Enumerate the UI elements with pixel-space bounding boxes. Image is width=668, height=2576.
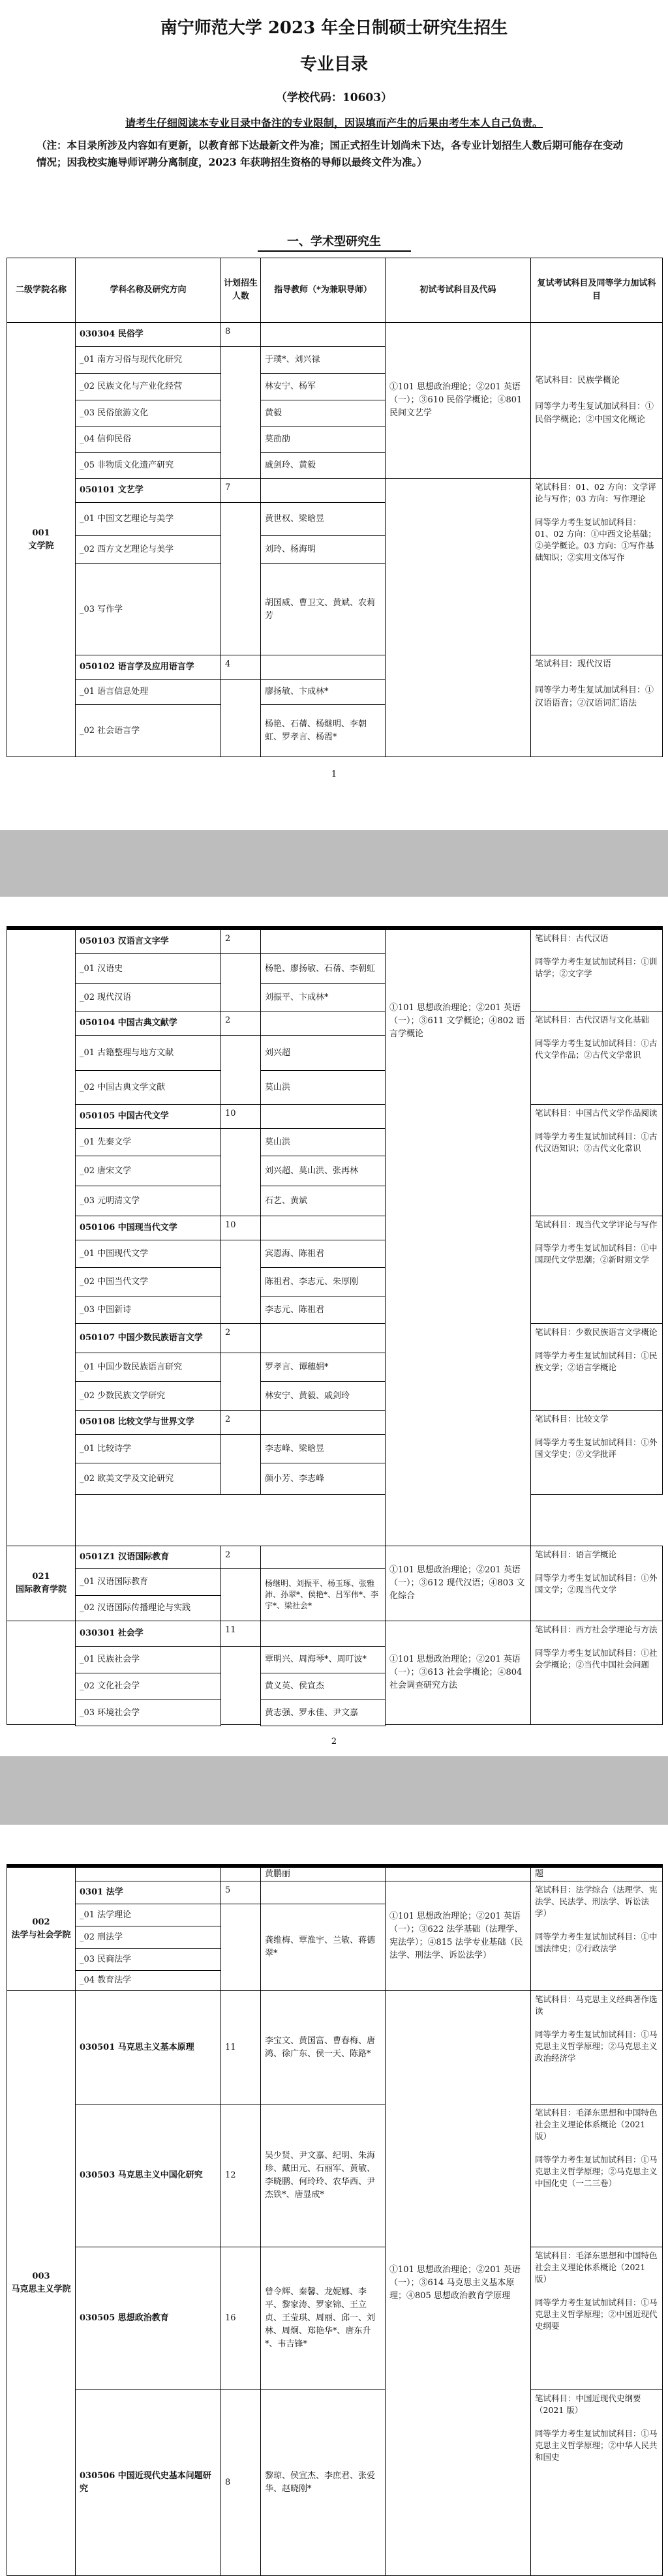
teacher-blank	[260, 1323, 386, 1353]
college-cell: 001 文学院	[7, 322, 76, 757]
teacher-blank	[260, 1881, 386, 1904]
teachers: 宾恩海、陈祖君	[260, 1240, 386, 1268]
header-plan: 计划招生人数	[220, 258, 261, 323]
major-row: 030505 思想政治教育	[75, 2247, 221, 2390]
retest-subjects: 笔试科目：法学综合（法理学、宪法学、民法学、刑法学、诉讼法学） 同等学力考生复试加试科目：①中国法律史；②行政法学	[530, 1881, 663, 1991]
major-row: 050103 汉语言文字学	[75, 929, 221, 954]
direction: _04 信仰民俗	[75, 427, 221, 453]
teachers: 黄志强、罗永佳、尹文嘉	[260, 1700, 386, 1726]
retest-subjects: 笔试科目：语言学概论 同等学力考生复试加试科目：①外国文学；②现当代文学	[530, 1546, 663, 1621]
direction: _01 中国文艺理论与美学	[75, 502, 221, 536]
teachers: 黄义英、侯宣杰	[260, 1673, 386, 1700]
direction: _02 文化社会学	[75, 1673, 221, 1700]
teacher-blank	[260, 1216, 386, 1240]
page-number: 2	[331, 1737, 337, 1746]
teachers: 林安宁、黄毅、戚剑玲	[260, 1381, 386, 1411]
direction: _02 刑法学	[75, 1926, 221, 1949]
teachers: 黄鹏丽	[260, 1867, 386, 1881]
retest-subjects: 笔试科目：古代汉语与文化基础 同等学力考生复试加试科目：①古代文学作品；②古代文学常识	[530, 1011, 663, 1105]
retest-subjects: 笔试科目：比较文学 同等学力考生复试加试科目：①外国文学史；②文学批评	[530, 1410, 663, 1495]
page-gap	[0, 1756, 668, 1825]
teachers: 刘玲、杨海明	[260, 535, 386, 564]
direction: _04 教育法学	[75, 1970, 221, 1991]
plan-blank	[220, 1240, 261, 1324]
exam-blank	[385, 1867, 531, 1881]
college-cell: 002 法学与社会学院	[7, 1867, 76, 1991]
direction: _02 民族文化与产业化经营	[75, 373, 221, 400]
exam-subjects: ①101 思想政治理论；②201 英语（一）；③611 文学概论；④802 语言学概论	[385, 929, 531, 1546]
notice: 请考生仔细阅读本专业目录中备注的专业限制，因误填而产生的后果由考生本人自己负责。	[125, 117, 543, 129]
direction: _02 中国当代文学	[75, 1267, 221, 1296]
plan-count: 2	[220, 1011, 261, 1036]
teachers: 莫山洪	[260, 1128, 386, 1156]
direction: _01 中国少数民族语言研究	[75, 1353, 221, 1382]
teachers: 曾令辉、秦馨、龙妮娜、李平、黎家涛、罗家锦、王立贞、王莹琪、周丽、邱一、刘林、周炯、郑艳华*、唐东升*、韦吉锋*	[260, 2247, 386, 2390]
teachers: 陈祖君、李志元、朱厚刚	[260, 1267, 386, 1296]
direction: _01 语言信息处理	[75, 679, 221, 705]
teachers: 颜小芳、李志峰	[260, 1463, 386, 1495]
direction: _01 南方习俗与现代化研究	[75, 346, 221, 374]
retest-subjects: 笔试科目：民族学概论 同等学力考生复试加试科目：①民俗学概论；②中国文化概论	[530, 322, 663, 479]
retest-subjects: 笔试科目：01、02 方向：文学评论与写作；03 方向：写作理论 同等学力考生复试加试科目：01、02 方向：①中西文论基础；②美学概论。03 方向：①写作基础知识；②实用文体写作	[530, 478, 663, 655]
direction: _01 中国现代文学	[75, 1240, 221, 1268]
teachers: 黄世权、梁晗昱	[260, 502, 386, 536]
direction: _01 汉语国际教育	[75, 1568, 221, 1596]
college-cell	[7, 929, 76, 1546]
retest-subjects: 笔试科目：西方社会学理论与方法 同等学力考生复试加试科目：①社会学概论；②当代中国社会问题	[530, 1621, 663, 1725]
direction: _01 法学理论	[75, 1904, 221, 1926]
exam-subjects: ①101 思想政治理论；②201 英语（一）；③610 民俗学概论；④801 民间文艺学	[385, 322, 531, 479]
major-row: 030503 马克思主义中国化研究	[75, 2104, 221, 2247]
page-3	[0, 1825, 668, 2576]
teacher-blank	[260, 1011, 386, 1036]
teachers: 刘兴超、莫山洪、张再林	[260, 1156, 386, 1186]
plan-count: 2	[220, 1410, 261, 1435]
retest-subjects: 笔试科目：少数民族语言文学概论 同等学力考生复试加试科目：①民族文学；②语言学概论	[530, 1323, 663, 1411]
page-number: 1	[331, 770, 337, 779]
direction: _02 中国古典文学文献	[75, 1070, 221, 1105]
teachers: 杨艳、石蒨、杨继明、李朝虹、罗孝言、杨霞*	[260, 704, 386, 757]
major-row: 050108 比较文学与世界文学	[75, 1410, 221, 1435]
teachers: 胡国威、曹卫文、黄斌、农莉芳	[260, 563, 386, 655]
plan-blank	[220, 1568, 261, 1621]
exam-subjects: ①101 思想政治理论；②201 英语（一）；③614 马克思主义基本原理；④805 思想政治教育学原理	[385, 1990, 531, 2576]
teachers: 杨继明、刘振平、杨玉琢、张雅沛、孙翠*、侯艳*、吕军伟*、李宇*、梁社会*	[260, 1568, 386, 1621]
retest-subjects: 笔试科目：中国古代文学作品阅读 同等学力考生复试加试科目：①古代汉语知识；②古代文化常识	[530, 1104, 663, 1216]
retest-subjects: 笔试科目：毛泽东思想和中国特色社会主义理论体系概论（2021 版） 同等学力考生复试加试科目：①马克思主义哲学原理；②马克思主义中国化史（一二三卷）	[530, 2104, 663, 2247]
direction: _01 民族社会学	[75, 1646, 221, 1673]
teachers: 于璞*、刘兴禄	[260, 346, 386, 374]
direction: _01 古籍整理与地方文献	[75, 1035, 221, 1071]
major-row: 0501Z1 汉语国际教育	[75, 1546, 221, 1569]
plan-blank	[220, 1867, 261, 1881]
plan-blank	[220, 1353, 261, 1411]
direction: _03 元明清文学	[75, 1186, 221, 1216]
direction: _03 民俗旅游文化	[75, 400, 221, 427]
retest-subjects: 笔试科目：马克思主义经典著作选读 同等学力考生复试加试科目：①马克思主义哲学原理；②马克思主义政治经济学	[530, 1990, 663, 2104]
plan-count: 12	[220, 2104, 261, 2247]
plan-blank	[220, 1128, 261, 1216]
retest-carry: 题	[530, 1867, 663, 1881]
direction: _02 现代汉语	[75, 983, 221, 1011]
major-row: 050107 中国少数民族语言文学	[75, 1323, 221, 1353]
teachers: 吴少贤、尹文嘉、纪明、朱海珍、戴田元、石丽军、黄敏、李晓鹏、何玲玲、农华西、尹杰铁*、唐显成*	[260, 2104, 386, 2247]
plan-blank	[220, 1434, 261, 1495]
plan-blank	[220, 679, 261, 757]
header-teacher: 指导教师（*为兼职导师）	[260, 258, 386, 323]
plan-count: 2	[220, 929, 261, 954]
teacher-blank	[260, 655, 386, 680]
college-cell: 003 马克思主义学院	[7, 1990, 76, 2576]
exam-subjects: ①101 思想政治理论；②201 英语（一）；③612 现代汉语；④803 文化综合	[385, 1546, 531, 1621]
teachers: 罗孝言、谭穗娟*	[260, 1353, 386, 1382]
teacher-blank	[260, 322, 386, 347]
teachers: 杨艳、廖扬敏、石蒨、李朝虹	[260, 953, 386, 984]
teacher-blank	[260, 929, 386, 954]
direction: _05 非物质文化遗产研究	[75, 452, 221, 479]
teachers: 李志峰、梁晗昱	[260, 1434, 386, 1463]
doc-subtitle: 专业目录	[299, 55, 368, 74]
exam-subjects	[385, 478, 531, 757]
teachers: 刘振平、卞成林*	[260, 983, 386, 1011]
direction: _03 中国新诗	[75, 1296, 221, 1324]
page-1	[0, 0, 668, 830]
header-retest: 复试考试科目及同等学力加试科目	[530, 258, 663, 323]
major-row: 030304 民俗学	[75, 322, 221, 347]
direction: _03 环境社会学	[75, 1700, 221, 1726]
direction: _02 西方文艺理论与美学	[75, 535, 221, 564]
major-row: 050101 文艺学	[75, 478, 221, 503]
section-underline	[258, 250, 411, 252]
plan-blank	[220, 502, 261, 655]
teachers: 莫劭劭	[260, 427, 386, 453]
direction: _01 汉语史	[75, 953, 221, 984]
retest-subjects: 笔试科目：古代汉语 同等学力考生复试加试科目：①训诂学；②文字学	[530, 929, 663, 1011]
plan-count: 2	[220, 1323, 261, 1353]
plan-count: 10	[220, 1216, 261, 1240]
major-row: 050106 中国现当代文学	[75, 1216, 221, 1240]
teachers: 黄毅	[260, 400, 386, 427]
header-major: 学科名称及研究方向	[75, 258, 221, 323]
teacher-blank	[260, 1104, 386, 1129]
section-title: 一、学术型研究生	[287, 235, 381, 248]
teachers: 林安宁、杨军	[260, 373, 386, 400]
major-row: 050104 中国古典文献学	[75, 1011, 221, 1036]
teachers: 刘兴超	[260, 1035, 386, 1071]
teachers: 李宝文、黄国富、曹春梅、唐鸿、徐广东、侯一天、陈路*	[260, 1990, 386, 2104]
retest-subjects: 笔试科目：中国近现代史纲要（2021 版） 同等学力考生复试加试科目：①马克思主义哲学原理；②中华人民共和国史	[530, 2389, 663, 2576]
teachers: 李志元、陈祖君	[260, 1296, 386, 1324]
plan-blank	[220, 346, 261, 479]
plan-blank	[220, 1904, 261, 1991]
major-row: 030301 社会学	[75, 1621, 221, 1647]
header-college: 二级学院名称	[7, 258, 76, 323]
direction: _02 唐宋文学	[75, 1156, 221, 1186]
plan-count: 11	[220, 1990, 261, 2104]
teachers: 石艺、黄斌	[260, 1186, 386, 1216]
college-cell	[7, 1621, 76, 1725]
major-blank	[75, 1867, 221, 1881]
plan-count: 4	[220, 655, 261, 680]
exam-subjects: ①101 思想政治理论；②201 英语（一）；③622 法学基础（法理学、宪法学）；④815 法学专业基础（民法学、刑法学、诉讼法学）	[385, 1881, 531, 1991]
plan-count: 5	[220, 1881, 261, 1904]
school-code: （学校代码：10603）	[275, 91, 393, 104]
page-2	[0, 897, 668, 1756]
direction: _02 少数民族文学研究	[75, 1381, 221, 1411]
plan-count: 7	[220, 478, 261, 503]
teacher-blank	[260, 1546, 386, 1569]
plan-blank	[220, 1035, 261, 1105]
note: （注：本目录所涉及内容如有更新，以教育部下达最新文件为准；国正式招生计划尚未下达，各专业计划招生人数后期可能存在变动情况；因我校实施导师评聘分离制度，2023 年获聘招生资格的导师以最终文件为准。）	[37, 139, 624, 168]
major-row: 030501 马克思主义基本原理	[75, 1990, 221, 2104]
direction: _02 欧美文学及文论研究	[75, 1463, 221, 1495]
teachers: 黎琼、侯宣杰、李庶君、张爱华、赵晓刚*	[260, 2389, 386, 2576]
direction: _03 写作学	[75, 563, 221, 655]
teachers: 廖扬敏、卞成林*	[260, 679, 386, 705]
direction: _01 先秦文学	[75, 1128, 221, 1156]
major-row: 050105 中国古代文学	[75, 1104, 221, 1129]
direction: _02 社会语言学	[75, 704, 221, 757]
direction: _01 比较诗学	[75, 1434, 221, 1463]
header-exam: 初试考试科目及代码	[385, 258, 531, 323]
teachers: 莫山洪	[260, 1070, 386, 1105]
retest-subjects: 笔试科目：毛泽东思想和中国特色社会主义理论体系概论（2021 版） 同等学力考生复试加试科目：①马克思主义哲学原理；②中国近现代史纲要	[530, 2247, 663, 2390]
exam-subjects: ①101 思想政治理论；②201 英语（一）；③613 社会学概论；④804 社会调查研究方法	[385, 1621, 531, 1725]
doc-title: 南宁师范大学 2023 年全日制硕士研究生招生	[160, 18, 508, 38]
direction: _02 汉语国际传播理论与实践	[75, 1595, 221, 1621]
teachers: 覃明兴、周海琴*、周叮波*	[260, 1646, 386, 1673]
plan-count: 16	[220, 2247, 261, 2390]
teacher-blank	[260, 1621, 386, 1647]
plan-count: 11	[220, 1621, 261, 1647]
teachers: 戚剑玲、黄毅	[260, 452, 386, 479]
plan-blank	[220, 953, 261, 1011]
plan-count: 10	[220, 1104, 261, 1129]
major-row: 0301 法学	[75, 1881, 221, 1904]
plan-count: 2	[220, 1546, 261, 1569]
teachers: 龚维梅、覃淮宇、兰敏、蒋德翠*	[260, 1904, 386, 1991]
retest-subjects: 笔试科目：现当代文学评论与写作 同等学力考生复试加试科目：①中国现代文学思潮；②新时期文学	[530, 1216, 663, 1324]
major-row: 050102 语言学及应用语言学	[75, 655, 221, 680]
plan-count: 8	[220, 2389, 261, 2576]
teacher-blank	[260, 478, 386, 503]
major-row: 030506 中国近现代史基本问题研究	[75, 2389, 221, 2576]
plan-blank	[220, 1646, 261, 1725]
retest-subjects: 笔试科目：现代汉语 同等学力考生复试加试科目：①汉语语音；②汉语词汇语法	[530, 655, 663, 757]
direction: _03 民商法学	[75, 1948, 221, 1971]
page-gap	[0, 830, 668, 897]
plan-count: 8	[220, 322, 261, 347]
college-cell: 021 国际教育学院	[7, 1546, 76, 1621]
teacher-blank	[260, 1410, 386, 1435]
